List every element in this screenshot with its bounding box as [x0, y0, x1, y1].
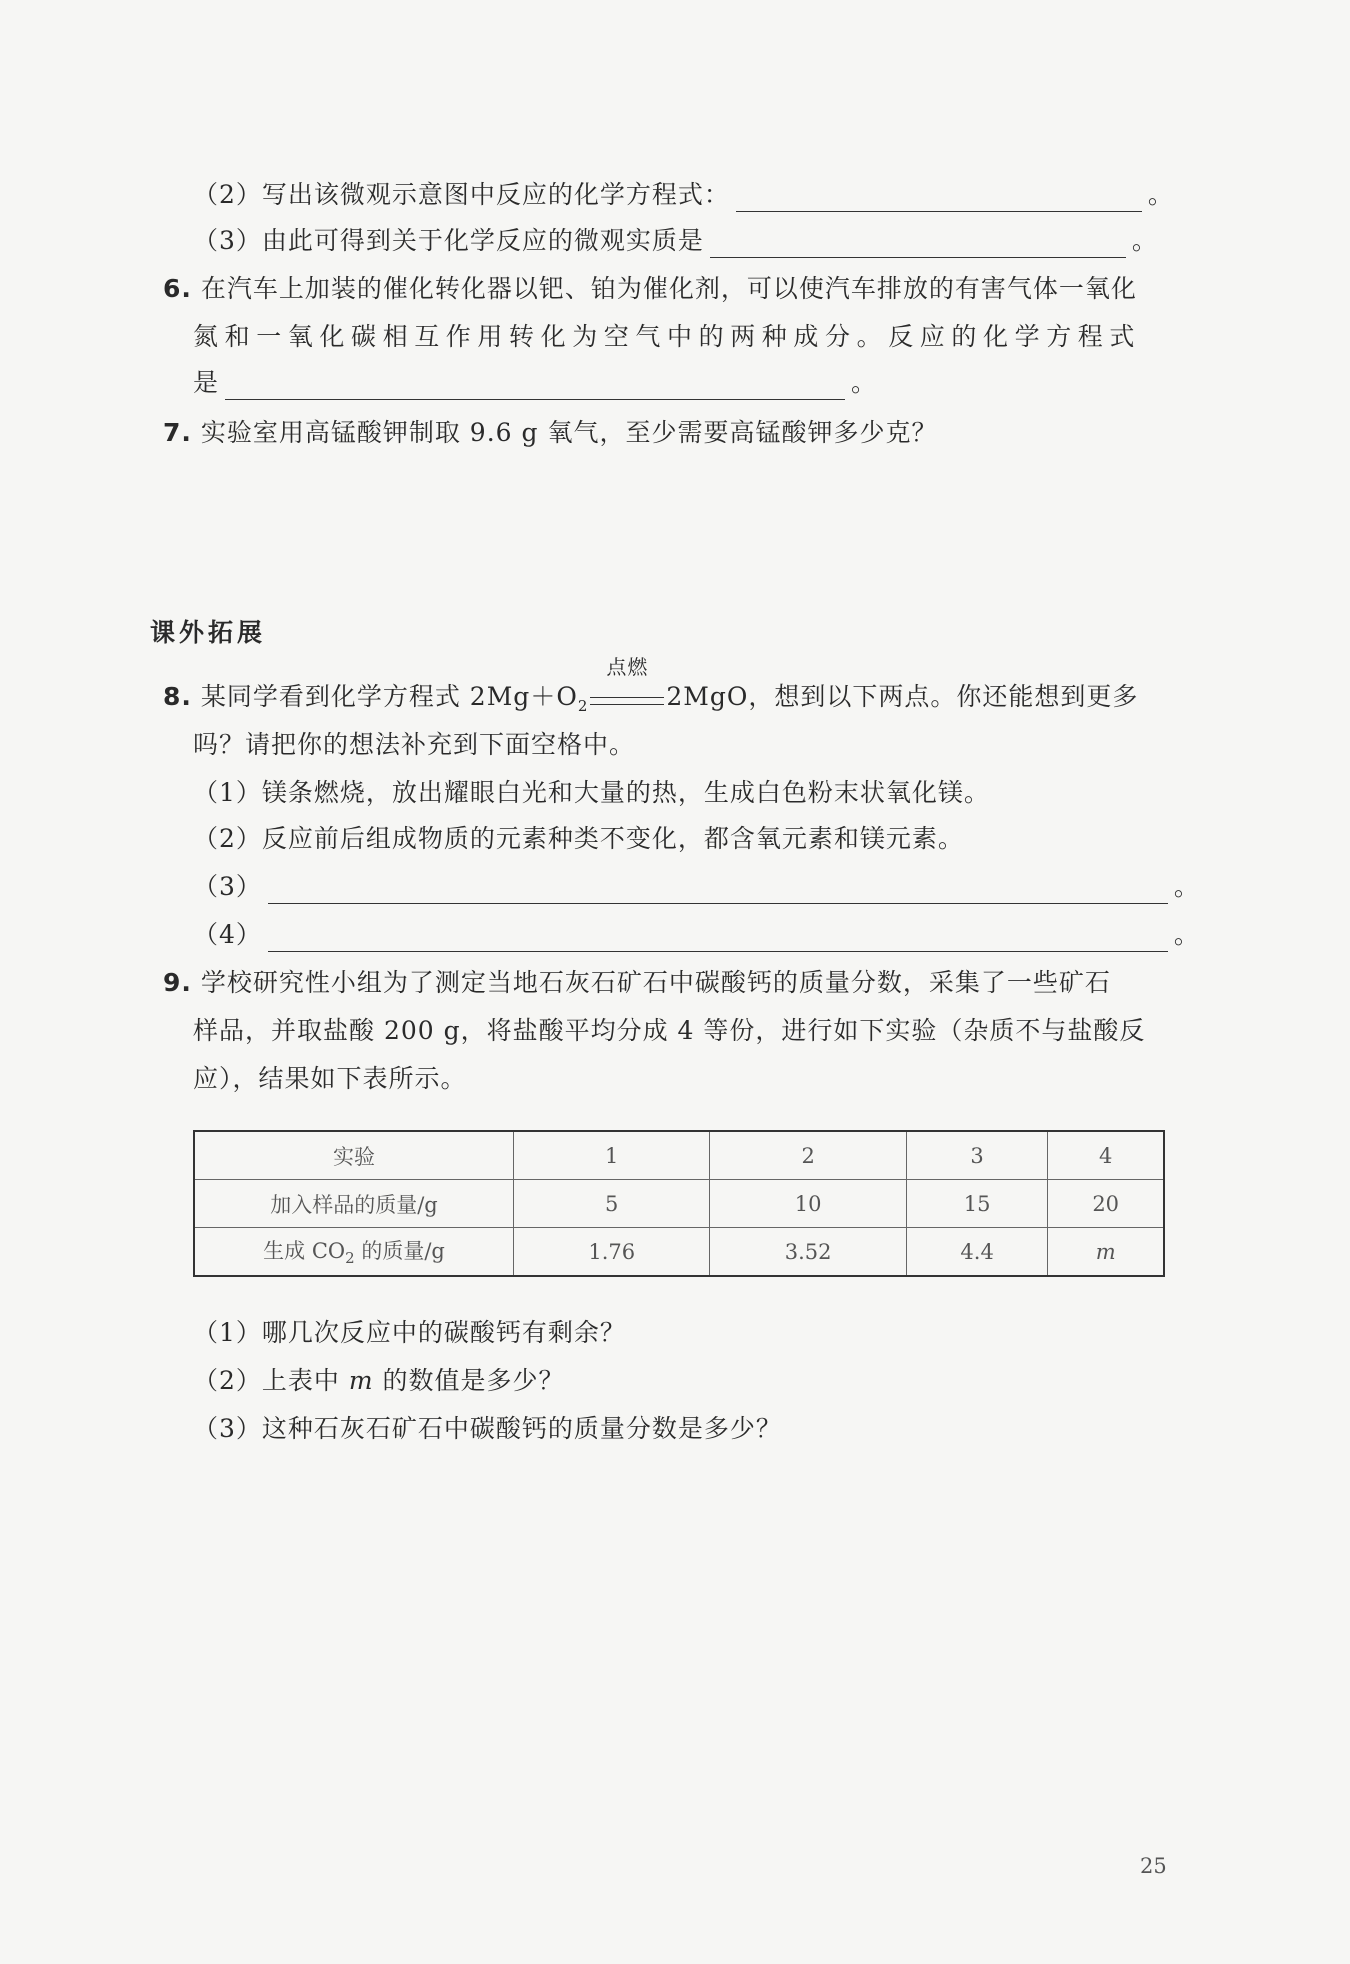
q6-line2: 氮和一氧化碳相互作用转化为空气中的两种成分。反应的化学方程式 — [193, 322, 1142, 351]
q9-line3: 应），结果如下表所示。 — [193, 1064, 467, 1093]
q6-number: 6. — [163, 274, 192, 303]
table-cell: 2 — [710, 1131, 906, 1180]
reaction-condition: 点燃 — [606, 655, 649, 679]
table-cell: 20 — [1048, 1180, 1164, 1228]
q8-point4 — [193, 918, 1200, 952]
q9-number: 9. — [163, 968, 192, 997]
q6-line1 — [163, 272, 1137, 306]
q9-sub1: （1）哪几次反应中的碳酸钙有剩余？ — [193, 1318, 626, 1347]
q5-part2-text: （2）写出该微观示意图中反应的化学方程式： — [193, 180, 730, 209]
q5-part3 — [193, 224, 1158, 258]
q8-point4-answer-blank[interactable] — [268, 923, 1168, 952]
co2-label: 生成 CO — [263, 1239, 346, 1264]
q8-point4-end: 。 — [1173, 920, 1200, 949]
q8-line2: 吗？请把你的想法补充到下面空格中。 — [193, 730, 636, 759]
table-cell: 4 — [1048, 1131, 1164, 1180]
q9-sub2-after: 的数值是多少？ — [373, 1366, 565, 1395]
co2-label-suffix: 的质量/g — [354, 1239, 445, 1264]
table-row-header: 实验 — [194, 1131, 514, 1180]
section-title: 课外拓展 — [150, 618, 267, 647]
co2-subscript: 2 — [345, 1249, 355, 1268]
table-cell: 15 — [906, 1180, 1047, 1228]
q6-line3 — [193, 366, 877, 400]
q8-o2-subscript: 2 — [577, 697, 589, 715]
q6-text-line1: 在汽车上加装的催化转化器以钯、铂为催化剂，可以使汽车排放的有害气体一氧化 — [200, 274, 1137, 303]
q6-end: 。 — [851, 368, 878, 397]
q9-sub2-before: （2）上表中 — [193, 1366, 349, 1395]
q5-part3-text: （3）由此可得到关于化学反应的微观实质是 — [193, 226, 704, 255]
q8-number: 8. — [163, 682, 192, 711]
q6-answer-blank[interactable] — [225, 371, 845, 400]
table-cell: 5 — [514, 1180, 710, 1228]
q8-text-after: 2MgO，想到以下两点。你还能想到更多 — [666, 682, 1139, 711]
q8-point3-label: （3） — [193, 872, 262, 901]
table-cell: 3 — [906, 1131, 1047, 1180]
table-cell: 1.76 — [514, 1228, 710, 1277]
q9-sub3: （3）这种石灰石矿石中碳酸钙的质量分数是多少？ — [193, 1414, 782, 1443]
q9-sub2 — [193, 1364, 565, 1398]
q8-point3 — [193, 870, 1200, 904]
table-row-header — [194, 1228, 514, 1277]
table-row — [194, 1131, 1164, 1180]
page-number: 25 — [1140, 1854, 1167, 1878]
q8-point2: （2）反应前后组成物质的元素种类不变化，都含氧元素和镁元素。 — [193, 824, 964, 853]
q8-point3-end: 。 — [1173, 872, 1200, 901]
q8-text-before: 某同学看到化学方程式 2Mg＋O — [200, 682, 578, 711]
table-cell: 3.52 — [710, 1228, 906, 1277]
q7-number: 7. — [163, 418, 192, 447]
q8-point1: （1）镁条燃烧，放出耀眼白光和大量的热，生成白色粉末状氧化镁。 — [193, 778, 990, 807]
q9-text-line1: 学校研究性小组为了测定当地石灰石矿石中碳酸钙的质量分数，采集了一些矿石 — [200, 968, 1111, 997]
reaction-condition-equals — [590, 655, 664, 705]
table-cell-unknown-m: m — [1048, 1228, 1164, 1277]
q6-text-line3: 是 — [193, 368, 220, 397]
table-cell: 4.4 — [906, 1228, 1047, 1277]
q5-part2-answer-blank[interactable] — [736, 183, 1142, 212]
q9-line1 — [163, 966, 1111, 1000]
q7 — [163, 416, 937, 450]
q7-text: 实验室用高锰酸钾制取 9.6 g 氧气，至少需要高锰酸钾多少克？ — [200, 418, 938, 447]
table-row — [194, 1180, 1164, 1228]
table-row — [194, 1228, 1164, 1277]
q5-part2 — [193, 178, 1174, 212]
q9-sub2-variable: m — [348, 1366, 374, 1395]
q5-part3-answer-blank[interactable] — [710, 229, 1126, 258]
q5-part2-end: 。 — [1147, 180, 1174, 209]
double-line-equals — [590, 697, 664, 705]
table-cell: 10 — [710, 1180, 906, 1228]
experiment-table — [193, 1130, 1165, 1277]
table-row-header: 加入样品的质量/g — [194, 1180, 514, 1228]
q8-line1 — [163, 655, 1139, 723]
q9-line2: 样品，并取盐酸 200 g，将盐酸平均分成 4 等份，进行如下实验（杂质不与盐酸反 — [193, 1016, 1146, 1045]
q8-point4-label: （4） — [193, 920, 262, 949]
q8-point3-answer-blank[interactable] — [268, 875, 1168, 904]
q5-part3-end: 。 — [1131, 226, 1158, 255]
table-cell: 1 — [514, 1131, 710, 1180]
